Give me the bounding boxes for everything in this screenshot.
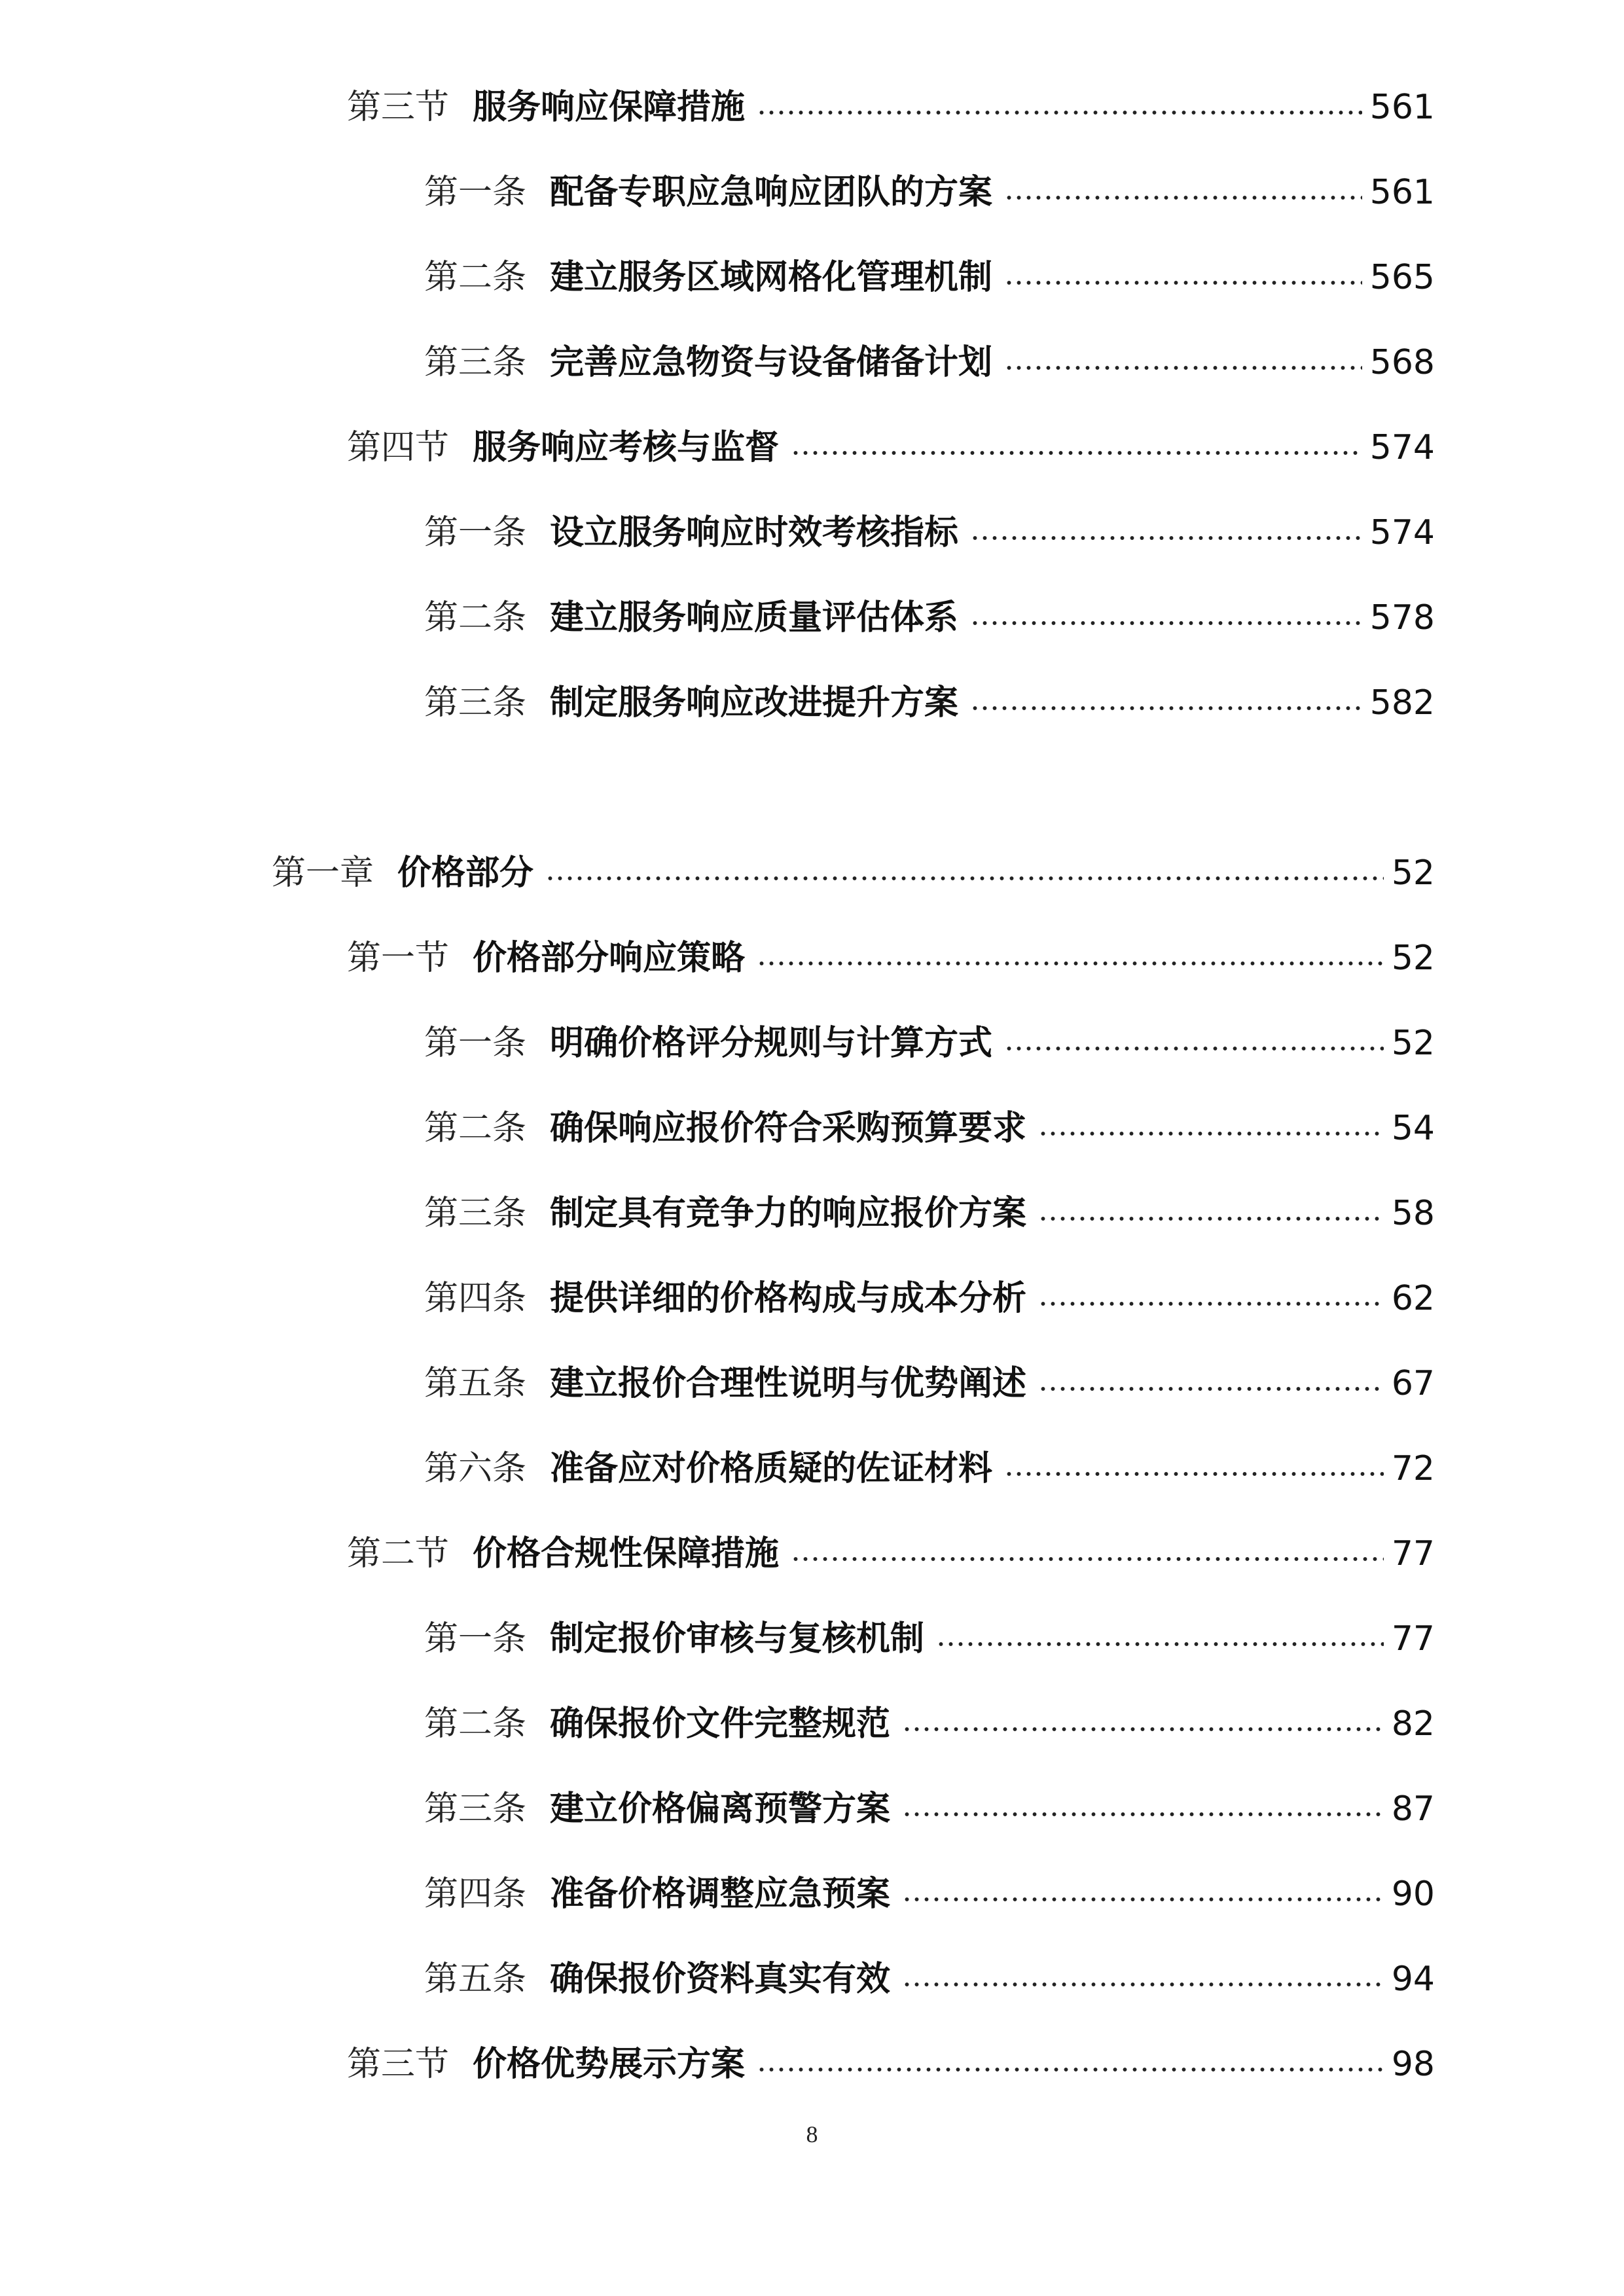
dot-leader <box>1038 1297 1384 1310</box>
entry-title: 准备应对价格质疑的佐证材料 <box>550 1449 993 1488</box>
entry-title: 完善应急物资与设备储备计划 <box>550 343 993 382</box>
entry-label: 第四条 <box>424 1279 527 1318</box>
entry-title: 建立价格偏离预警方案 <box>550 1789 891 1829</box>
entry-label: 第四节 <box>347 428 450 467</box>
entry-label: 第三节 <box>347 88 450 127</box>
entry-page-number: 77 <box>1391 1619 1435 1659</box>
entry-page-number: 561 <box>1369 88 1435 127</box>
entry-title: 价格部分响应策略 <box>473 939 746 978</box>
entry-label: 第一条 <box>424 173 527 212</box>
entry-label: 第三条 <box>424 1789 527 1829</box>
entry-page-number: 62 <box>1391 1279 1435 1318</box>
entry-title: 明确价格评分规则与计算方式 <box>550 1024 993 1063</box>
entry-title: 价格优势展示方案 <box>473 2045 746 2084</box>
entry-title: 确保响应报价符合采购预算要求 <box>550 1109 1027 1148</box>
entry-label: 第三条 <box>424 683 527 723</box>
dot-leader <box>1038 1212 1384 1225</box>
entry-title: 建立服务区域网格化管理机制 <box>550 258 993 297</box>
toc-entry[interactable] <box>424 664 1435 742</box>
toc-entry[interactable] <box>347 1515 1435 1593</box>
entry-title: 服务响应考核与监督 <box>473 428 780 467</box>
toc-entry[interactable] <box>347 919 1435 997</box>
dot-leader <box>1004 1467 1384 1480</box>
entry-title: 建立报价合理性说明与优势阐述 <box>550 1364 1027 1403</box>
entry-label: 第六条 <box>424 1449 527 1488</box>
toc-entry[interactable] <box>347 2025 1435 2104</box>
entry-label: 第四条 <box>424 1874 527 1914</box>
toc-entry[interactable] <box>347 408 1435 487</box>
entry-label: 第三条 <box>424 1194 527 1233</box>
entry-page-number: 582 <box>1369 683 1435 723</box>
entry-title: 服务响应保障措施 <box>473 88 746 127</box>
dot-leader <box>1004 191 1362 204</box>
entry-label: 第一条 <box>424 1024 527 1063</box>
toc-entry[interactable] <box>272 834 1435 912</box>
entry-page-number: 77 <box>1391 1534 1435 1573</box>
entry-page-number: 72 <box>1391 1449 1435 1488</box>
dot-leader <box>1038 1382 1384 1395</box>
entry-page-number: 94 <box>1391 1960 1435 1999</box>
toc-entry[interactable] <box>424 1344 1435 1423</box>
toc-entry[interactable] <box>424 1685 1435 1763</box>
toc-entry[interactable] <box>424 493 1435 572</box>
entry-label: 第三条 <box>424 343 527 382</box>
entry-label: 第二条 <box>424 1109 527 1148</box>
entry-label: 第一条 <box>424 513 527 552</box>
entry-page-number: 54 <box>1391 1109 1435 1148</box>
entry-page-number: 52 <box>1391 1024 1435 1063</box>
entry-label: 第二条 <box>424 258 527 297</box>
entry-page-number: 87 <box>1391 1789 1435 1829</box>
entry-title: 确保报价资料真实有效 <box>550 1960 891 1999</box>
entry-title: 准备价格调整应急预案 <box>550 1874 891 1914</box>
dot-leader <box>1038 1127 1384 1140</box>
dot-leader <box>1004 1042 1384 1055</box>
entry-page-number: 565 <box>1369 258 1435 297</box>
dot-leader <box>902 1978 1384 1991</box>
toc-entry[interactable] <box>424 579 1435 657</box>
entry-label: 第二节 <box>347 1534 450 1573</box>
dot-leader <box>757 957 1384 970</box>
dot-leader <box>791 1552 1384 1566</box>
dot-leader <box>1004 276 1362 289</box>
entry-label: 第一章 <box>272 853 374 893</box>
toc-entry[interactable] <box>424 1089 1435 1168</box>
dot-leader <box>1004 361 1362 374</box>
toc-entry[interactable] <box>424 1855 1435 1933</box>
toc-entry[interactable] <box>424 1004 1435 1083</box>
entry-title: 制定具有竞争力的响应报价方案 <box>550 1194 1027 1233</box>
entry-label: 第五条 <box>424 1364 527 1403</box>
dot-leader <box>902 1723 1384 1736</box>
entry-title: 设立服务响应时效考核指标 <box>550 513 959 552</box>
entry-title: 确保报价文件完整规范 <box>550 1704 891 1744</box>
entry-page-number: 52 <box>1391 853 1435 893</box>
toc-entry[interactable] <box>424 153 1435 232</box>
toc-entry[interactable] <box>424 1429 1435 1508</box>
page-number: 8 <box>806 2121 818 2147</box>
toc-entry[interactable] <box>424 1600 1435 1678</box>
entry-page-number: 574 <box>1369 428 1435 467</box>
entry-page-number: 561 <box>1369 173 1435 212</box>
dot-leader <box>757 106 1362 119</box>
entry-page-number: 568 <box>1369 343 1435 382</box>
dot-leader <box>936 1638 1384 1651</box>
entry-page-number: 574 <box>1369 513 1435 552</box>
entry-title: 建立服务响应质量评估体系 <box>550 598 959 637</box>
dot-leader <box>970 531 1362 545</box>
dot-leader <box>902 1893 1384 1906</box>
toc-entry[interactable] <box>424 238 1435 317</box>
dot-leader <box>970 702 1362 715</box>
entry-title: 制定服务响应改进提升方案 <box>550 683 959 723</box>
entry-page-number: 90 <box>1391 1874 1435 1914</box>
toc-entry[interactable] <box>424 1174 1435 1253</box>
toc-entry[interactable] <box>347 68 1435 147</box>
entry-page-number: 67 <box>1391 1364 1435 1403</box>
entry-label: 第二条 <box>424 1704 527 1744</box>
dot-leader <box>791 446 1362 459</box>
toc-entry[interactable] <box>424 1259 1435 1338</box>
entry-page-number: 578 <box>1369 598 1435 637</box>
entry-title: 配备专职应急响应团队的方案 <box>550 173 993 212</box>
entry-page-number: 98 <box>1391 2045 1435 2084</box>
entry-title: 提供详细的价格构成与成本分析 <box>550 1279 1027 1318</box>
entry-title: 制定报价审核与复核机制 <box>550 1619 925 1659</box>
toc-entry[interactable] <box>424 1940 1435 2018</box>
toc-entry[interactable] <box>424 323 1435 402</box>
dot-leader <box>545 872 1384 885</box>
entry-page-number: 58 <box>1391 1194 1435 1233</box>
entry-page-number: 52 <box>1391 939 1435 978</box>
dot-leader <box>970 617 1362 630</box>
dot-leader <box>902 1808 1384 1821</box>
entry-title: 价格合规性保障措施 <box>473 1534 780 1573</box>
entry-page-number: 82 <box>1391 1704 1435 1744</box>
entry-label: 第五条 <box>424 1960 527 1999</box>
entry-label: 第一条 <box>424 1619 527 1659</box>
toc-entry[interactable] <box>424 1770 1435 1848</box>
entry-label: 第一节 <box>347 939 450 978</box>
entry-label: 第三节 <box>347 2045 450 2084</box>
entry-title: 价格部分 <box>397 853 534 893</box>
entry-label: 第二条 <box>424 598 527 637</box>
dot-leader <box>757 2063 1384 2076</box>
